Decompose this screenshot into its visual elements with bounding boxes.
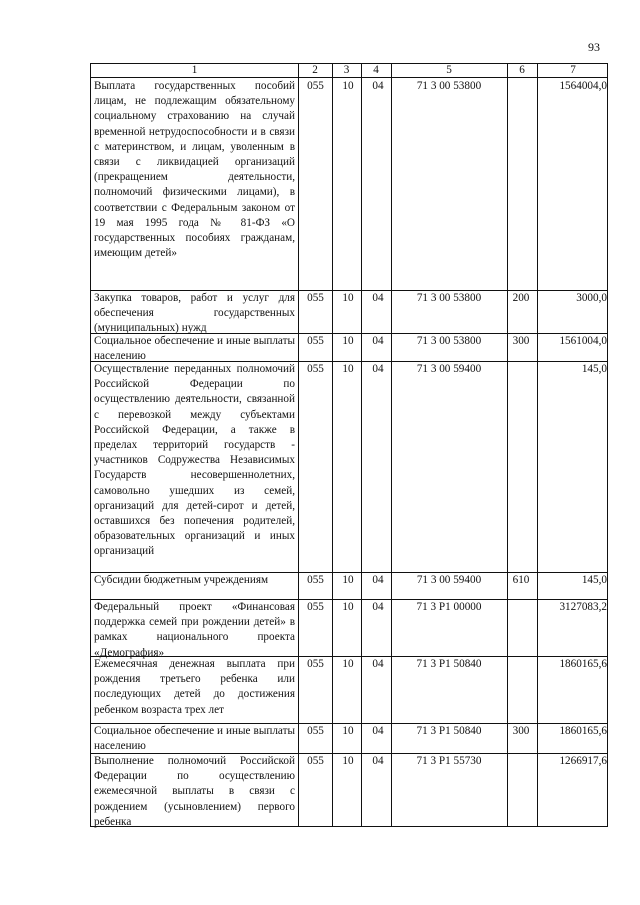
row-code-2: 055 xyxy=(307,363,324,375)
row-code-4: 04 xyxy=(372,335,384,347)
row-description: Федеральный проект «Финансовая поддержка семей при рождении детей» в рамках национального проекта «Демография» xyxy=(94,601,295,659)
row-code-3: 10 xyxy=(342,80,354,92)
row-code-6: 200 xyxy=(512,292,530,304)
row-code-2: 055 xyxy=(307,658,324,670)
column-header-3: 3 xyxy=(343,64,350,76)
row-code-6: 610 xyxy=(512,574,530,586)
column-divider xyxy=(391,64,392,826)
row-code-2: 055 xyxy=(307,292,324,304)
row-code-2: 055 xyxy=(307,755,324,767)
row-code-2: 055 xyxy=(307,725,324,737)
row-code-4: 04 xyxy=(372,725,384,737)
row-description: Выполнение полномочий Российской Федерации по осуществлению ежемесячной выплаты в связи с рождением (усыновлением) первого ребенка xyxy=(94,755,295,828)
row-code-2: 055 xyxy=(307,80,324,92)
column-divider xyxy=(298,64,299,826)
column-divider xyxy=(507,64,508,826)
row-code-6: 300 xyxy=(512,335,530,347)
row-code-5: 71 3 P1 55730 xyxy=(416,755,482,767)
row-code-3: 10 xyxy=(342,292,354,304)
row-code-5: 71 3 00 53800 xyxy=(416,80,482,92)
column-header-1: 1 xyxy=(191,64,198,76)
row-code-6: 300 xyxy=(512,725,530,737)
row-code-3: 10 xyxy=(342,755,354,767)
row-code-4: 04 xyxy=(372,658,384,670)
column-header-6: 6 xyxy=(519,64,525,76)
row-code-3: 10 xyxy=(342,335,354,347)
row-description: Ежемесячная денежная выплата при рождения третьего ребенка или последующих детей до достижения ребенком возраста трех лет xyxy=(94,658,295,716)
budget-table xyxy=(90,63,608,827)
row-code-3: 10 xyxy=(342,601,354,613)
row-amount: 145,0 xyxy=(581,363,607,375)
row-description: Социальное обеспечение и иные выплаты населению xyxy=(94,335,295,363)
row-amount: 3127083,2 xyxy=(559,601,607,613)
row-description: Закупка товаров, работ и услуг для обеспечения государственных (муниципальных) нужд xyxy=(94,292,295,335)
row-code-4: 04 xyxy=(372,755,384,767)
row-code-5: 71 3 00 53800 xyxy=(416,292,482,304)
row-amount: 1564004,0 xyxy=(559,80,607,92)
row-code-5: 71 3 00 59400 xyxy=(416,574,482,586)
row-code-5: 71 3 P1 50840 xyxy=(416,725,482,737)
row-code-4: 04 xyxy=(372,363,384,375)
column-header-4: 4 xyxy=(373,64,379,76)
row-amount: 1266917,6 xyxy=(559,755,607,767)
row-code-2: 055 xyxy=(307,574,324,586)
row-code-5: 71 3 P1 50840 xyxy=(416,658,482,670)
row-description: Субсидии бюджетным учреждениям xyxy=(94,574,269,586)
column-divider xyxy=(361,64,362,826)
row-code-5: 71 3 00 53800 xyxy=(416,335,482,347)
column-header-2: 2 xyxy=(312,64,318,76)
row-code-3: 10 xyxy=(342,363,354,375)
row-divider xyxy=(91,77,607,78)
row-description: Осуществление переданных полномочий Российской Федерации по осуществлению деятельности, связанной с перевозкой между субъектами Российской Федерации, а также в пределах территорий государств - участников Содружества Независимых Государств несовершеннолетних, самовольно ушедших из семей, организаций для детей-сирот и детей, оставшихся без попечения родителей, образовательных организаций и иных организаций xyxy=(94,363,295,558)
row-code-4: 04 xyxy=(372,574,384,586)
row-amount: 3000,0 xyxy=(576,292,607,304)
column-divider xyxy=(537,64,538,826)
row-amount: 1860165,6 xyxy=(559,725,607,737)
row-code-4: 04 xyxy=(372,292,384,304)
row-code-2: 055 xyxy=(307,601,324,613)
row-code-2: 055 xyxy=(307,335,324,347)
row-amount: 1860165,6 xyxy=(559,658,607,670)
column-header-7: 7 xyxy=(570,64,576,76)
row-description: Выплата государственных пособий лицам, не подлежащим обязательному социальному страхованию на случай временной нетрудоспособности и в связи с материнством, и лицам, уволенным в связи с ликвидацией организаций (прекращением деятельности, полномочий физическими лицами), в соответствии с Федеральным законом от 19 мая 1995 года № 81-ФЗ «О государственных пособиях гражданам, имеющим детей» xyxy=(94,80,295,260)
row-code-3: 10 xyxy=(342,574,354,586)
column-header-5: 5 xyxy=(446,64,452,76)
row-amount: 145,0 xyxy=(581,574,607,586)
row-code-4: 04 xyxy=(372,601,384,613)
row-code-4: 04 xyxy=(372,80,384,92)
row-amount: 1561004,0 xyxy=(559,335,607,347)
row-code-5: 71 3 00 59400 xyxy=(416,363,482,375)
column-divider xyxy=(332,64,333,826)
row-description: Социальное обеспечение и иные выплаты населению xyxy=(94,725,295,753)
row-code-3: 10 xyxy=(342,658,354,670)
row-code-5: 71 3 P1 00000 xyxy=(416,601,482,613)
row-code-3: 10 xyxy=(342,725,354,737)
page-number: 93 xyxy=(588,40,600,54)
